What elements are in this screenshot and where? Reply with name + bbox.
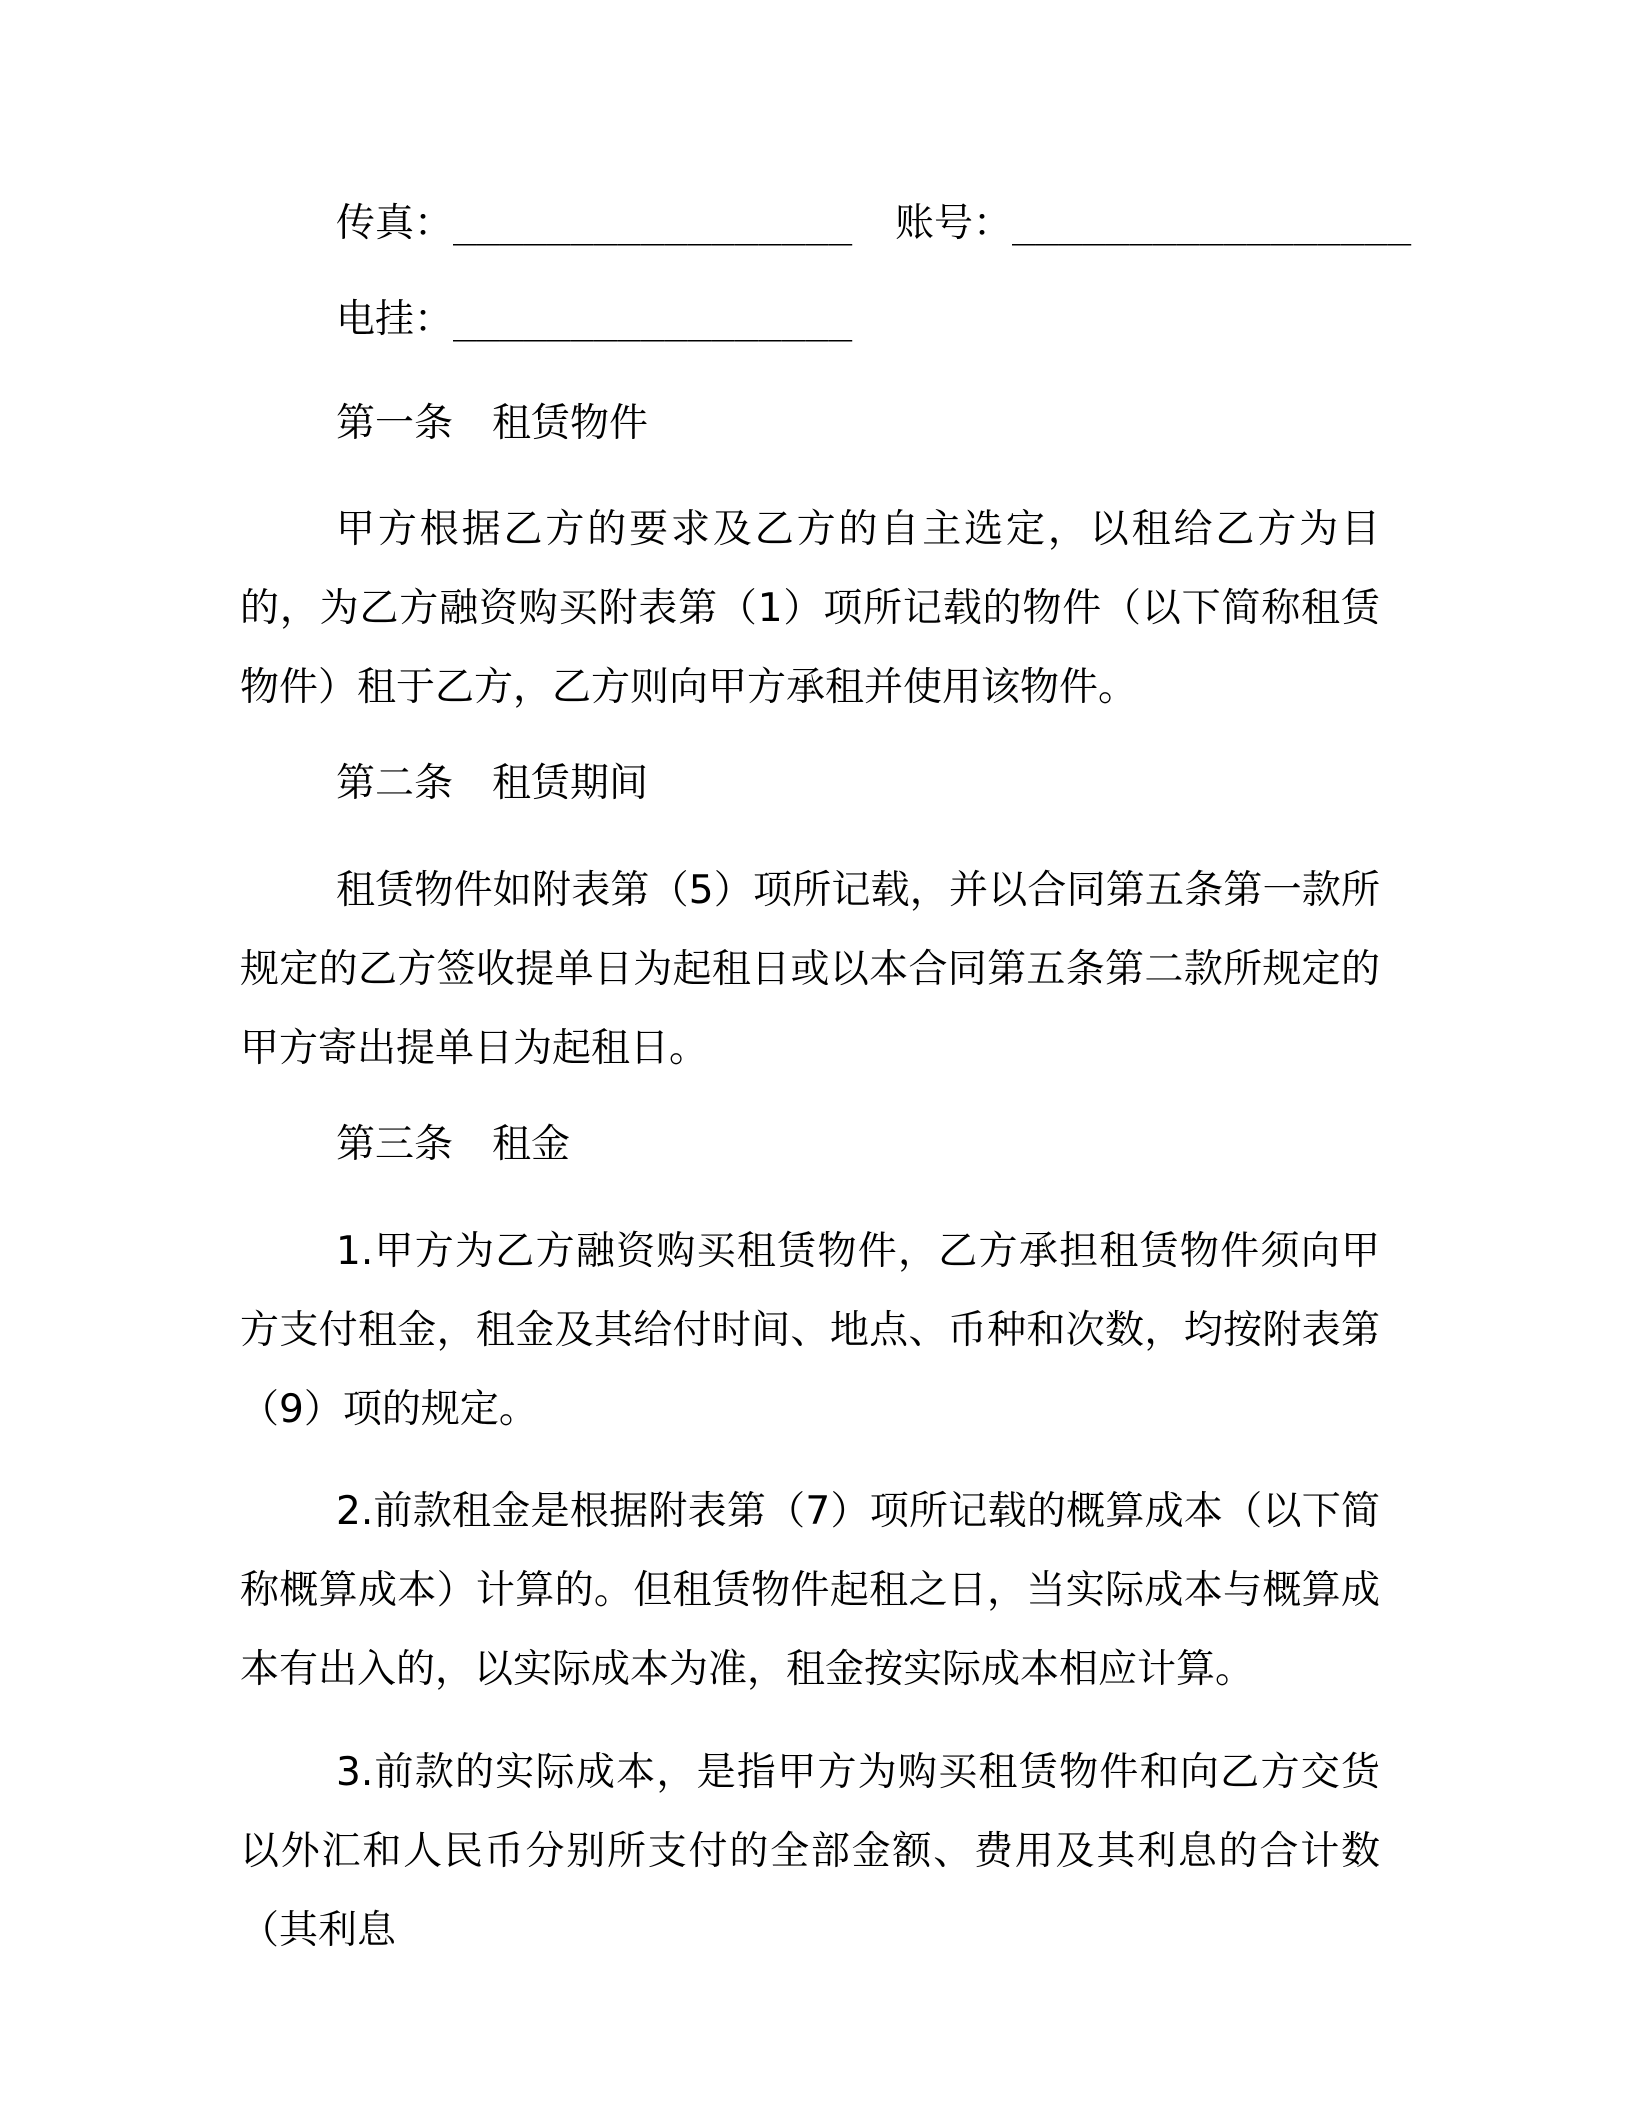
telegraph-blank: _________________ — [453, 297, 853, 342]
telegraph-row — [336, 297, 853, 342]
article-1-paragraph: 甲方根据乙方的要求及乙方的自主选定，以租给乙方为目的，为乙方融资购买附表第（1）项所记载的物件（以下简称租赁物件）租于乙方，乙方则向甲方承租并使用该物件。 — [240, 507, 1380, 710]
article-3-paragraph-3: 3.前款的实际成本，是指甲方为购买租赁物件和向乙方交货以外汇和人民币分别所支付的全部金额、费用及其利息的合计数（其利息 — [240, 1750, 1380, 1953]
article-1-title: 租赁物件 — [492, 401, 649, 446]
fax-account-row — [336, 201, 1412, 246]
fax-blank: _________________ — [453, 201, 853, 246]
article-1-number: 第一条 — [336, 401, 454, 446]
article-1-heading — [336, 401, 649, 446]
article-3-paragraph-1: 1.甲方为乙方融资购买租赁物件，乙方承担租赁物件须向甲方支付租金，租金及其给付时间、地点、币种和次数，均按附表第（9）项的规定。 — [240, 1229, 1380, 1432]
article-3-heading — [336, 1122, 571, 1167]
article-2-title: 租赁期间 — [492, 761, 649, 806]
telegraph-label: 电挂： — [336, 297, 454, 342]
article-2-paragraph: 租赁物件如附表第（5）项所记载，并以合同第五条第一款所规定的乙方签收提单日为起租日或以本合同第五条第二款所规定的甲方寄出提单日为起租日。 — [240, 868, 1380, 1071]
account-blank: _________________ — [1012, 201, 1412, 246]
article-2-heading — [336, 761, 649, 806]
account-label: 账号： — [895, 201, 1013, 246]
article-3-paragraph-2: 2.前款租金是根据附表第（7）项所记载的概算成本（以下简称概算成本）计算的。但租赁物件起租之日，当实际成本与概算成本有出入的，以实际成本为准，租金按实际成本相应计算。 — [240, 1489, 1380, 1692]
article-3-number: 第三条 — [336, 1122, 454, 1167]
article-2-number: 第二条 — [336, 761, 454, 806]
article-3-title: 租金 — [492, 1122, 571, 1167]
fax-label: 传真： — [336, 201, 454, 246]
